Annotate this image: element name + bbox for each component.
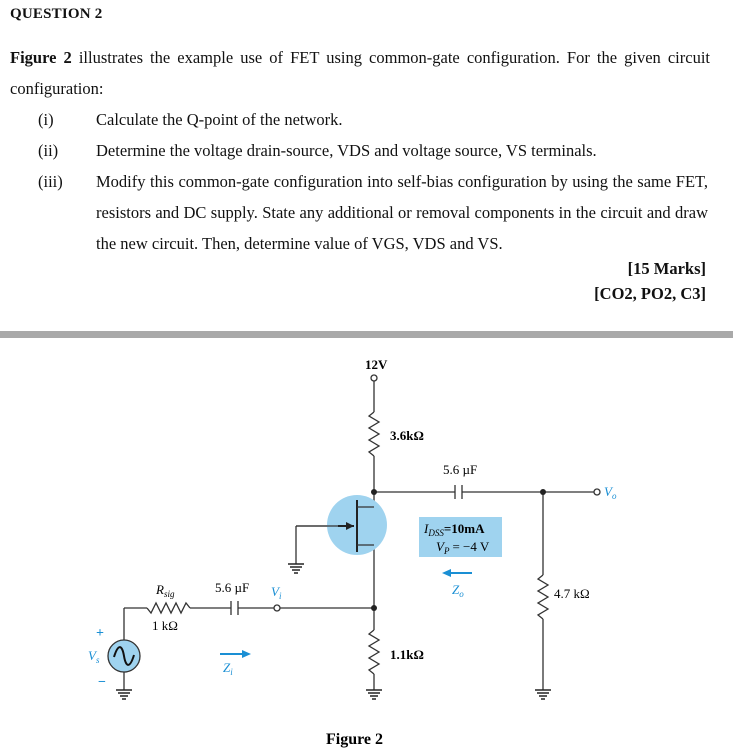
vi-label: $V_i$: [271, 584, 282, 601]
drain-node: [371, 489, 377, 495]
zi-arrow-icon: [220, 650, 251, 658]
vo-label: $V_o$: [604, 484, 617, 501]
item-number: (iii): [38, 172, 63, 191]
minus-sign: −: [98, 675, 106, 690]
signal-resistor: [147, 603, 190, 613]
outcomes-label: [CO2, PO2, C3]: [594, 284, 706, 303]
ground-icon: [535, 690, 551, 699]
item-number: (ii): [38, 141, 59, 160]
rsig-label: $R_{sig}$: [156, 582, 175, 599]
input-terminal: [274, 605, 280, 611]
item-text: Modify this common-gate configuration into self-bias configuration by using the same FET, resistors and DC supply. State any additional or removal components in the circuit and draw the new circuit. Then, determine value of VGS, VDS and VS.: [96, 172, 708, 253]
ground-icon: [116, 690, 132, 699]
drain-resistor: [369, 412, 379, 456]
question-intro: [10, 42, 710, 104]
load-resistor-label: 4.7 kΩ: [554, 586, 590, 601]
idss-label: $I_{DSS}=10mA$: [424, 521, 485, 538]
question-title: QUESTION 2: [10, 6, 103, 22]
input-capacitor-label: 5.6 µF: [215, 580, 250, 595]
output-capacitor-label: 5.6 µF: [443, 462, 478, 477]
circuit-diagram: [0, 338, 733, 753]
zi-label: $Z_i$: [223, 660, 233, 677]
section-divider: [0, 331, 733, 338]
zo-arrow-icon: [442, 569, 472, 577]
drain-resistor-label: 3.6kΩ: [390, 428, 424, 443]
vs-label: $V_s$: [88, 648, 100, 665]
rsig-value: 1 kΩ: [152, 618, 178, 633]
source-resistor-label: 1.1kΩ: [390, 647, 424, 662]
marks-label: [15 Marks]: [627, 259, 706, 278]
figure-caption: Figure 2: [326, 731, 384, 748]
ground-icon: [366, 690, 382, 699]
source-resistor: [369, 630, 379, 674]
output-terminal: [594, 489, 600, 495]
supply-label: 12V: [365, 357, 388, 372]
zo-label: $Z_o$: [452, 582, 464, 599]
intro-text: illustrates the example use of FET using common-gate configuration. For the given circuit configuration:: [10, 48, 710, 98]
item-text: Determine the voltage drain-source, VDS and voltage source, VS terminals.: [96, 141, 597, 160]
load-resistor: [538, 575, 548, 619]
source-node: [371, 605, 377, 611]
item-text: Calculate the Q-point of the network.: [96, 110, 343, 129]
supply-terminal: [371, 375, 377, 381]
output-node: [540, 489, 546, 495]
item-number: (i): [38, 110, 54, 129]
plus-sign: +: [96, 626, 104, 641]
intro-figure-ref: Figure 2: [10, 48, 72, 67]
vp-label: $V_P = -4$ V: [436, 539, 490, 556]
ground-icon: [288, 564, 304, 573]
